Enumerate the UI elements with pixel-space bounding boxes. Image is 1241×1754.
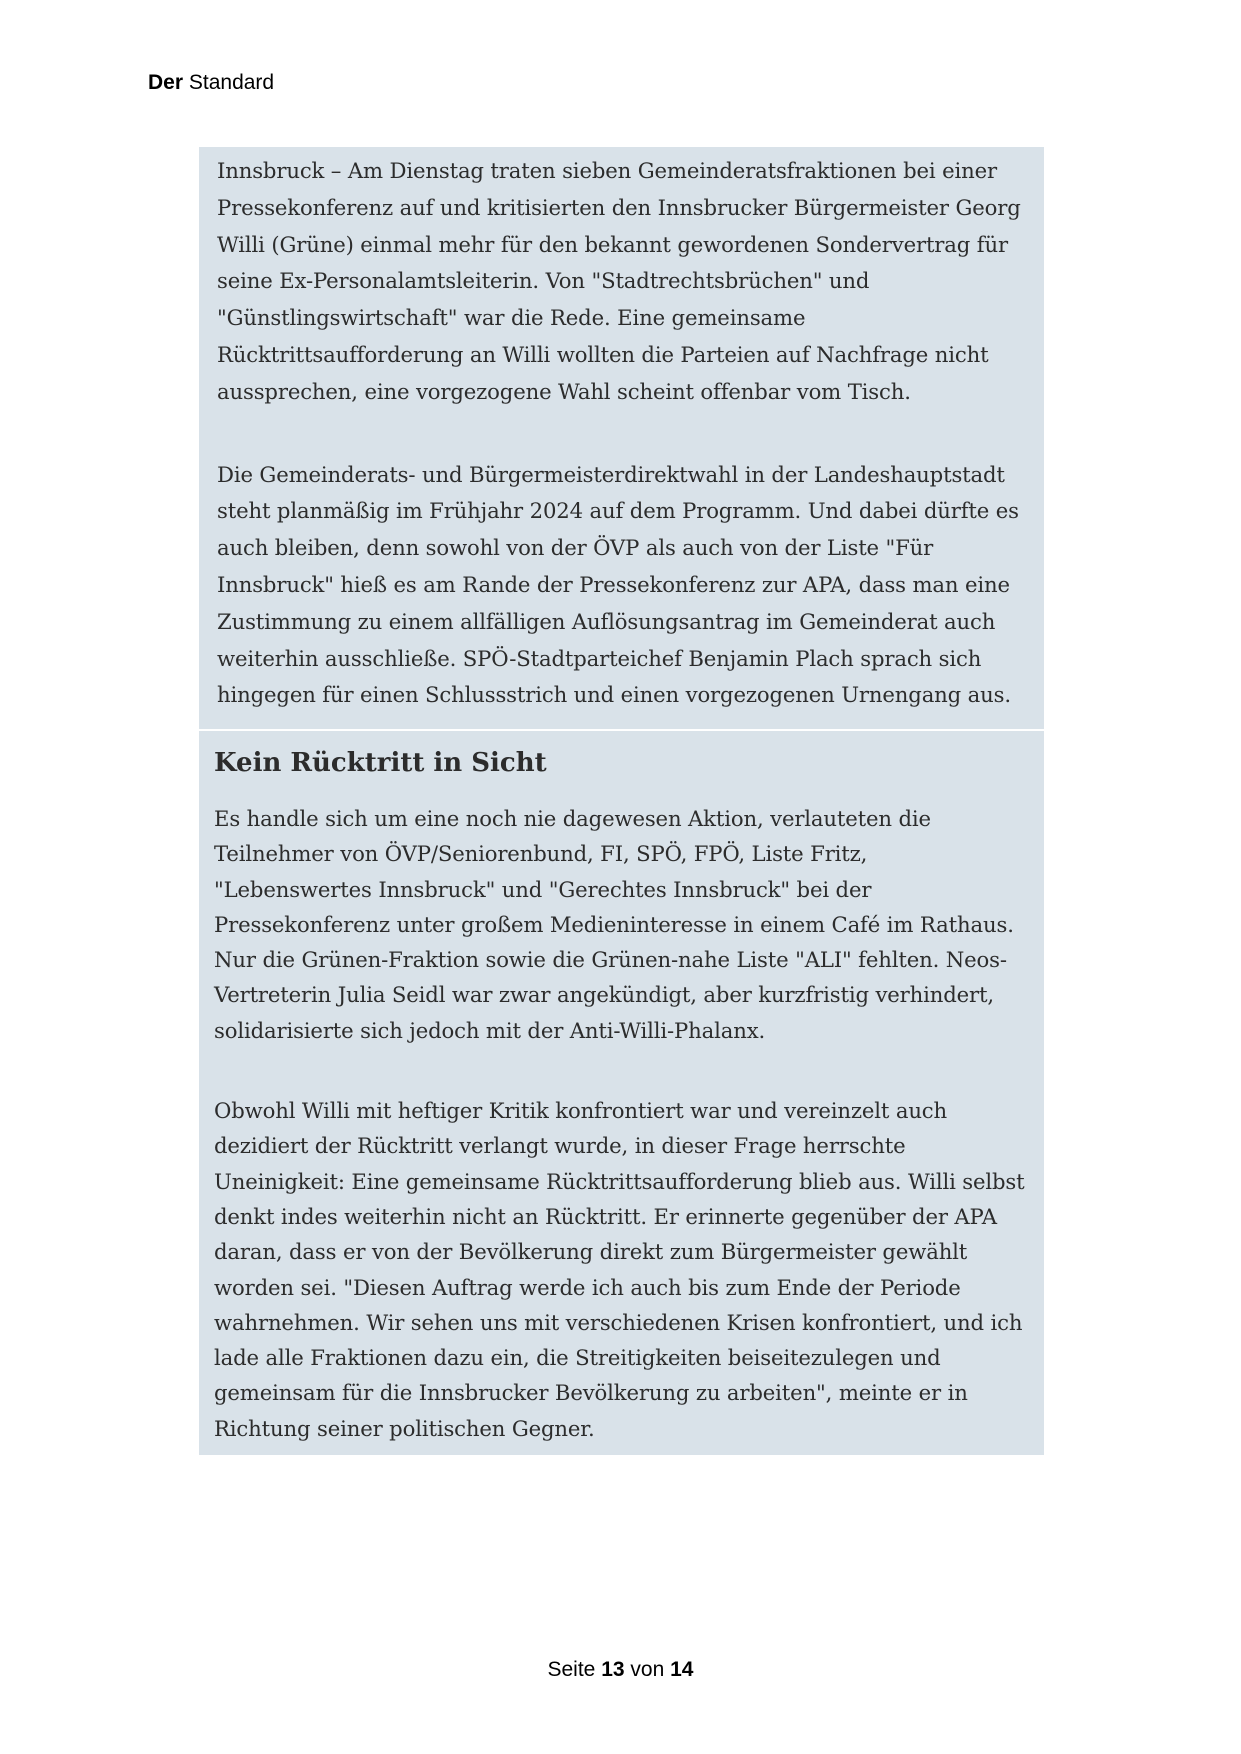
- page-footer: [0, 1659, 1241, 1680]
- brand-name-regular: Standard: [188, 71, 275, 94]
- article-box-top: [199, 147, 1044, 729]
- brand-name-bold: Der: [148, 71, 184, 94]
- article-paragraph: Innsbruck – Am Dienstag traten sieben Gemeinderatsfraktionen bei einer Pressekonferenz auf und kritisierten den Innsbrucker Bürgermeister Georg Willi (Grüne) einmal mehr für den bekannt gewordenen Sondervertrag für seine Ex-Personalamtsleiterin. Von "Stadtrechtsbrüchen" und "Günstlingswirtschaft" war die Rede. Eine gemeinsame Rücktrittsaufforderung an Willi wollten die Parteien auf Nachfrage nicht aussprechen, eine vorgezogene Wahl scheint offenbar vom Tisch.: [217, 158, 1021, 404]
- current-page-number: 13: [601, 1658, 625, 1681]
- total-page-number: 14: [670, 1658, 694, 1681]
- article-paragraph: Es handle sich um eine noch nie dagewesen Aktion, verlauteten die Teilnehmer von ÖVP/Seniorenbund, FI, SPÖ, FPÖ, Liste Fritz, "Lebenswertes Innsbruck" und "Gerechtes Innsbruck" bei der Pressekonferenz unter großem Medieninteresse in einem Café im Rathaus. Nur die Grünen-Fraktion sowie die Grünen-nahe Liste "ALI" fehlten. Neos-Vertreterin Julia Seidl war zwar angekündigt, aber kurzfristig verhindert, solidarisierte sich jedoch mit der Anti-Willi-Phalanx.: [214, 806, 1014, 1043]
- page-header: [148, 72, 274, 93]
- article-paragraph: Obwohl Willi mit heftiger Kritik konfrontiert war und vereinzelt auch dezidiert der Rücktritt verlangt wurde, in dieser Frage herrschte Uneinigkeit: Eine gemeinsame Rücktrittsaufforderung blieb aus. Willi selbst denkt indes weiterhin nicht an Rücktritt. Er erinnerte gegenüber der APA daran, dass er von der Bevölkerung direkt zum Bürgermeister gewählt worden sei. "Diesen Auftrag werde ich auch bis zum Ende der Periode wahrnehmen. Wir sehen uns mit verschiedenen Krisen konfrontiert, und ich lade alle Fraktionen dazu ein, die Streitigkeiten beiseitezulegen und gemeinsam für die Innsbrucker Bevölkerung zu arbeiten", meinte er in Richtung seiner politischen Gegner.: [214, 1098, 1025, 1441]
- article-paragraph: Die Gemeinderats- und Bürgermeisterdirektwahl in der Landeshauptstadt steht planmäßig im Frühjahr 2024 auf dem Programm. Und dabei dürfte es auch bleiben, denn sowohl von der ÖVP als auch von der Liste "Für Innsbruck" hieß es am Rande der Pressekonferenz zur APA, dass man eine Zustimmung zu einem allfälligen Auflösungsantrag im Gemeinderat auch weiterhin ausschließe. SPÖ-Stadtparteichef Benjamin Plach sprach sich hingegen für einen Schlussstrich und einen vorgezogenen Urnengang aus.: [217, 461, 1019, 708]
- page-label: Seite: [547, 1658, 596, 1681]
- page-of-label: von: [630, 1658, 665, 1681]
- article-subheading: Kein Rücktritt in Sicht: [214, 748, 547, 778]
- article-box-bottom: [199, 731, 1044, 1455]
